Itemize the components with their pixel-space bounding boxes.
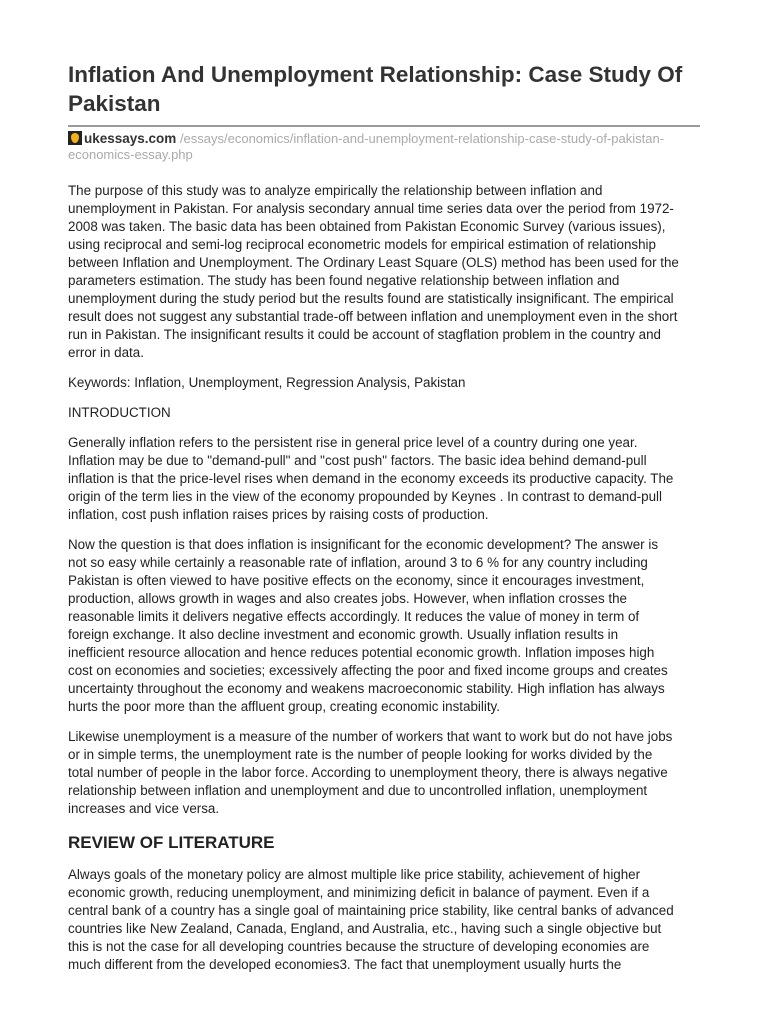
text-line: using reciprocal and semi-log reciprocal econometric models for empirical estimation of relationship (68, 237, 656, 252)
introduction-heading: INTRODUCTION (68, 405, 171, 420)
text-line: Inflation may be due to "demand-pull" and "cost push" factors. The basic idea behind demand-pull (68, 453, 647, 468)
ukessays-logo-icon (68, 131, 82, 145)
text-line: inflation, cost push inflation raises prices by raising costs of production. (68, 507, 489, 522)
text-line: Likewise unemployment is a measure of the number of workers that want to work but do not have jobs (68, 729, 673, 744)
text-line: 2008 was taken. The basic data has been obtained from Pakistan Economic Survey (various issues), (68, 219, 666, 234)
text-line: Always goals of the monetary policy are almost multiple like price stability, achievement of higher (68, 867, 641, 882)
text-line: unemployment during the study period but the results found are statistically insignificant. The empirical (68, 291, 674, 306)
text-line: inefficient resource allocation and hence reduces potential economic growth. Inflation imposes high (68, 645, 655, 660)
unemployment-paragraph (68, 728, 718, 818)
text-line: result does not suggest any substantial trade-off between inflation and unemployment even in the short (68, 309, 678, 324)
text-line: production, allows growth in wages and also creates jobs. However, when inflation crosses the (68, 591, 627, 606)
text-line: uncertainty throughout the economy and weakens macroeconomic stability. High inflation has always (68, 681, 665, 696)
keywords: Keywords: Inflation, Unemployment, Regression Analysis, Pakistan (68, 375, 466, 390)
text-line: central bank of a country has a single goal of maintaining price stability, like central banks of advanced (68, 903, 674, 918)
text-line: run in Pakistan. The insignificant results it could be account of stagflation problem in the country and (68, 327, 661, 342)
text-line: unemployment in Pakistan. For analysis secondary annual time series data over the period from 1972- (68, 201, 674, 216)
text-line: total number of people in the labor force. According to unemployment theory, there is always negative (68, 765, 668, 780)
text-line: foreign exchange. It also decline investment and economic growth. Usually inflation results in (68, 627, 619, 642)
text-line: or in simple terms, the unemployment rate is the number of people looking for works divided by the (68, 747, 653, 762)
source-domain[interactable]: ukessays.com (84, 131, 177, 146)
article-body (68, 182, 718, 986)
review-heading: REVIEW OF LITERATURE (68, 833, 275, 852)
text-line: Pakistan is often viewed to have positive effects on the economy, since it encourages investment, (68, 573, 645, 588)
text-line: economic growth, reducing unemployment, and minimizing deficit in balance of payment. Even if a (68, 885, 650, 900)
text-line: Generally inflation refers to the persistent rise in general price level of a country during one year. (68, 435, 638, 450)
abstract-paragraph (68, 182, 718, 362)
title-divider (68, 125, 700, 127)
text-line: this is not the case for all developing countries because the structure of developing economies are (68, 939, 650, 954)
source-path[interactable]: /essays/economics/inflation-and-unemployment-relationship-case-study-of-pakistan-economics-essay.php (68, 131, 665, 162)
text-line: Now the question is that does inflation is insignificant for the economic development? The answer is (68, 537, 659, 552)
text-line: cost on economies and societies; excessively affecting the poor and fixed income groups and creates (68, 663, 668, 678)
text-line: hurts the poor more than the affluent group, creating economic instability. (68, 699, 500, 714)
review-paragraph (68, 866, 718, 974)
text-line: relationship between inflation and unemployment and due to uncontrolled inflation, unemployment (68, 783, 648, 798)
text-line: origin of the term lies in the view of the economy propounded by Keynes . In contrast to demand-pull (68, 489, 662, 504)
text-line: error in data. (68, 345, 144, 360)
text-line: inflation is that the price-level rises when demand in the economy exceeds its productive capacity. The (68, 471, 674, 486)
text-line: reasonable limits it delivers negative effects accordingly. It reduces the value of money in term of (68, 609, 640, 624)
inflation-paragraph (68, 434, 718, 524)
text-line: parameters estimation. The study has been found negative relationship between inflation and (68, 273, 620, 288)
development-paragraph (68, 536, 718, 716)
text-line: increases and vice versa. (68, 801, 220, 816)
source-link[interactable] (68, 131, 708, 163)
page-title: Inflation And Unemployment Relationship: Case Study Of Pakistan (68, 62, 683, 116)
text-line: much different from the developed economies3. The fact that unemployment usually hurts the (68, 957, 622, 972)
text-line: countries like New Zealand, Canada, England, and Australia, etc., having such a single objective but (68, 921, 662, 936)
text-line: not so easy while certainly a reasonable rate of inflation, around 3 to 6 % for any country including (68, 555, 648, 570)
text-line: between Inflation and Unemployment. The Ordinary Least Square (OLS) method has been used for the (68, 255, 679, 270)
text-line: The purpose of this study was to analyze empirically the relationship between inflation and (68, 183, 603, 198)
